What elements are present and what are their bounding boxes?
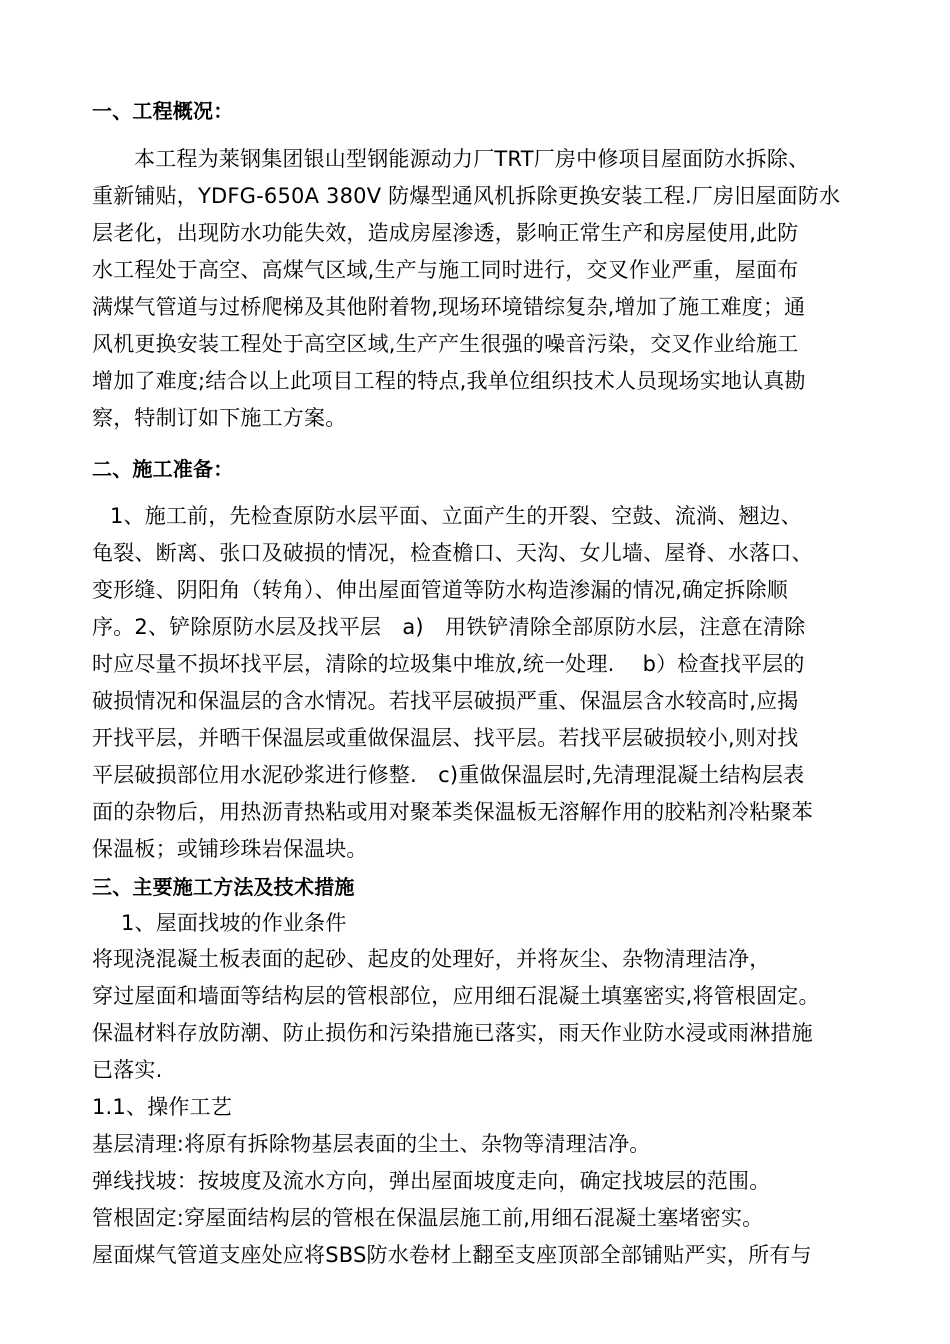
paragraph-line: 面的杂物后，用热沥青热粘或用对聚苯类保温板无溶解作用的胶粘剂冷粘聚苯 bbox=[92, 800, 813, 824]
paragraph-line: 破损情况和保温层的含水情况。若找平层破损严重、保温层含水较高时,应揭 bbox=[92, 689, 799, 713]
section-heading-preparation: 二、施工准备： bbox=[92, 457, 234, 481]
paragraph-line: 本工程为莱钢集团银山型钢能源动力厂TRT厂房中修项目屋面防水拆除、 bbox=[134, 147, 810, 171]
paragraph-line: 平层破损部位用水泥砂浆进行修整. c)重做保温层时,先清理混凝土结构层表 bbox=[92, 763, 805, 787]
paragraph-line: 基层清理:将原有拆除物基层表面的尘土、杂物等清理洁净。 bbox=[92, 1132, 651, 1156]
paragraph-line: 满煤气管道与过桥爬梯及其他附着物,现场环境错综复杂,增加了施工难度；通 bbox=[92, 295, 806, 319]
paragraph-line: 重新铺贴，YDFG-650A 380V 防爆型通风机拆除更换安装工程.厂房旧屋面防水 bbox=[92, 184, 841, 208]
paragraph-line: 弹线找坡：按坡度及流水方向，弹出屋面坡度走向，确定找坡层的范围。 bbox=[92, 1169, 771, 1193]
subsection-title: 1、屋面找坡的作业条件 bbox=[121, 911, 347, 935]
paragraph-line: 变形缝、阴阳角（转角）、伸出屋面管道等防水构造渗漏的情况,确定拆除顺 bbox=[92, 578, 788, 602]
paragraph-line: 已落实. bbox=[92, 1058, 163, 1082]
paragraph-line: 管根固定:穿屋面结构层的管根在保温层施工前,用细石混凝土塞堵密实。 bbox=[92, 1206, 764, 1230]
paragraph-line: 将现浇混凝土板表面的起砂、起皮的处理好，并将灰尘、杂物清理洁净， bbox=[92, 947, 771, 971]
paragraph-line: 屋面煤气管道支座处应将SBS防水卷材上翻至支座顶部全部铺贴严实，所有与 bbox=[92, 1243, 812, 1267]
paragraph-line: 风机更换安装工程处于高空区域,生产产生很强的噪音污染，交叉作业给施工 bbox=[92, 332, 799, 356]
paragraph-line: 1、施工前，先检查原防水层平面、立面产生的开裂、空鼓、流淌、翘边、 bbox=[110, 504, 802, 528]
paragraph-line: 保温板；或铺珍珠岩保温块。 bbox=[92, 837, 368, 861]
paragraph-line: 水工程处于高空、高煤气区域,生产与施工同时进行，交叉作业严重，屋面布 bbox=[92, 258, 799, 282]
paragraph-line: 保温材料存放防潮、防止损伤和污染措施已落实，雨天作业防水浸或雨淋措施 bbox=[92, 1021, 813, 1045]
paragraph-line: 增加了难度;结合以上此项目工程的特点,我单位组织技术人员现场实地认真勘 bbox=[92, 369, 806, 393]
paragraph-line: 开找平层，并晒干保温层或重做保温层、找平层。若找平层破损较小,则对找 bbox=[92, 726, 799, 750]
section-heading-methods: 三、主要施工方法及技术措施 bbox=[92, 875, 355, 899]
paragraph-line: 时应尽量不损坏找平层，清除的垃圾集中堆放,统一处理. b）检查找平层的 bbox=[92, 652, 805, 676]
paragraph-line: 序。2、铲除原防水层及找平层 a) 用铁铲清除全部原防水层，注意在清除 bbox=[92, 615, 806, 639]
paragraph-line: 穿过屋面和墙面等结构层的管根部位，应用细石混凝土填塞密实,将管根固定。 bbox=[92, 984, 820, 1008]
paragraph-line: 1.1、操作工艺 bbox=[92, 1095, 232, 1119]
section-heading-overview: 一、工程概况： bbox=[92, 99, 234, 123]
paragraph-line: 察，特制订如下施工方案。 bbox=[92, 406, 347, 430]
paragraph-line: 龟裂、断离、张口及破损的情况，检查檐口、天沟、女儿墙、屋脊、水落口、 bbox=[92, 541, 813, 565]
paragraph-line: 层老化，出现防水功能失效，造成房屋渗透，影响正常生产和房屋使用,此防 bbox=[92, 221, 799, 245]
